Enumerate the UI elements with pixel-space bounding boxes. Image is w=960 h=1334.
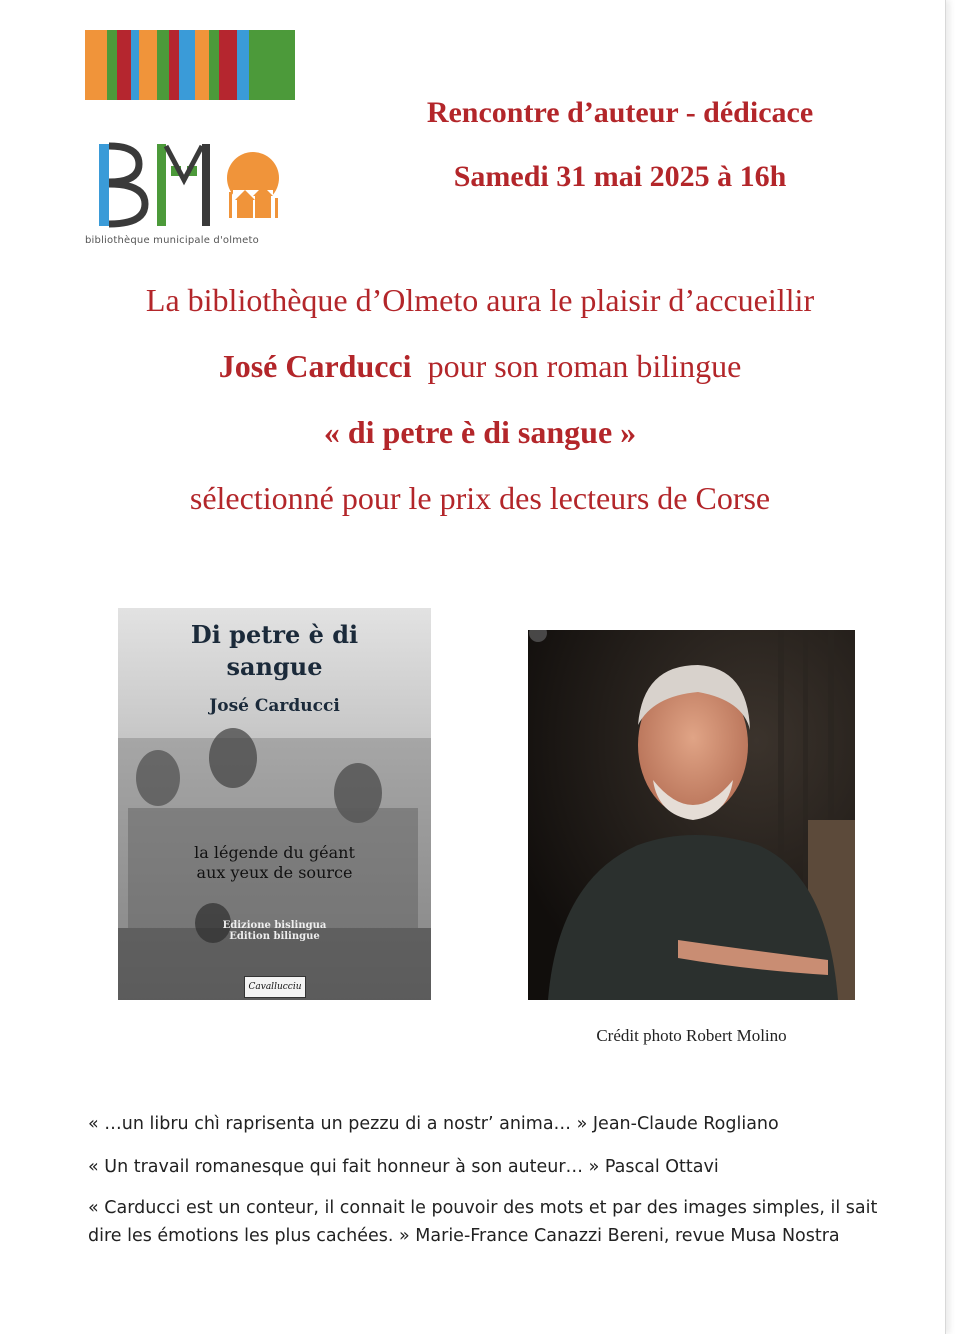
cover-author: José Carducci: [209, 696, 340, 716]
logo-stripe: [107, 30, 117, 100]
logo-stripe: [131, 30, 139, 100]
announcement-line-2-rest: pour son roman bilingue: [411, 348, 742, 384]
author-name: José Carducci: [218, 348, 412, 384]
library-logo: [85, 30, 295, 246]
event-title: Rencontre d’auteur - dédicace: [426, 96, 814, 129]
author-portrait-photo: [528, 630, 855, 1000]
logo-stripes: [85, 30, 295, 100]
logo-stripe: [237, 30, 249, 100]
book-title: « di petre è di sangue »: [323, 414, 637, 450]
logo-stripe: [209, 30, 219, 100]
logo-stripe: [157, 30, 169, 100]
announcement-line-2: [40, 348, 920, 385]
cover-title-line-2: sangue: [226, 652, 323, 681]
logo-stripe: [195, 30, 209, 100]
cover-edition-line-1: Edizione bislingua: [222, 920, 327, 931]
cover-publisher: Cavallucciu: [248, 982, 302, 992]
logo-caption: bibliothèque municipale d'olmeto: [85, 235, 259, 246]
quote-ottavi: « Un travail romanesque qui fait honneur à son auteur… » Pascal Ottavi: [88, 1157, 719, 1177]
logo-stripe: [249, 30, 295, 100]
logo-stripe: [117, 30, 131, 100]
logo-stripe: [139, 30, 157, 100]
announcement-line-4: sélectionné pour le prix des lecteurs de Corse: [189, 480, 771, 516]
book-cover-image: [118, 608, 431, 1000]
logo-stripe: [169, 30, 179, 100]
cover-publisher-logo: [244, 976, 306, 998]
cover-title-line-1: Di petre è di: [190, 620, 359, 649]
cover-edition-line-2: Edition bilingue: [229, 931, 320, 942]
logo-stripe: [219, 30, 237, 100]
event-date: Samedi 31 mai 2025 à 16h: [453, 160, 787, 193]
author-portrait-image: [528, 630, 855, 1000]
logo-stripe: [85, 30, 107, 100]
logo-stripe: [179, 30, 195, 100]
photo-credit: Crédit photo Robert Molino: [596, 1026, 787, 1045]
bmo-logo-letters: [95, 140, 285, 230]
announcement-line-1: La bibliothèque d’Olmeto aura le plaisir d’accueillir: [145, 282, 815, 318]
cover-subtitle-line-1: la légende du géant: [194, 843, 355, 862]
quote-rogliano: « …un libru chì raprisenta un pezzu di a nostr’ anima… » Jean-Claude Rogliano: [88, 1114, 779, 1134]
quote-canazzi-bereni: « Carducci est un conteur, il connait le pouvoir des mots et par des images simples, il sait dire les émotions les plus cachées. » Marie-France Canazzi Bereni, revue Musa Nostra: [88, 1198, 878, 1246]
cover-subtitle-line-2: aux yeux de source: [196, 863, 353, 882]
